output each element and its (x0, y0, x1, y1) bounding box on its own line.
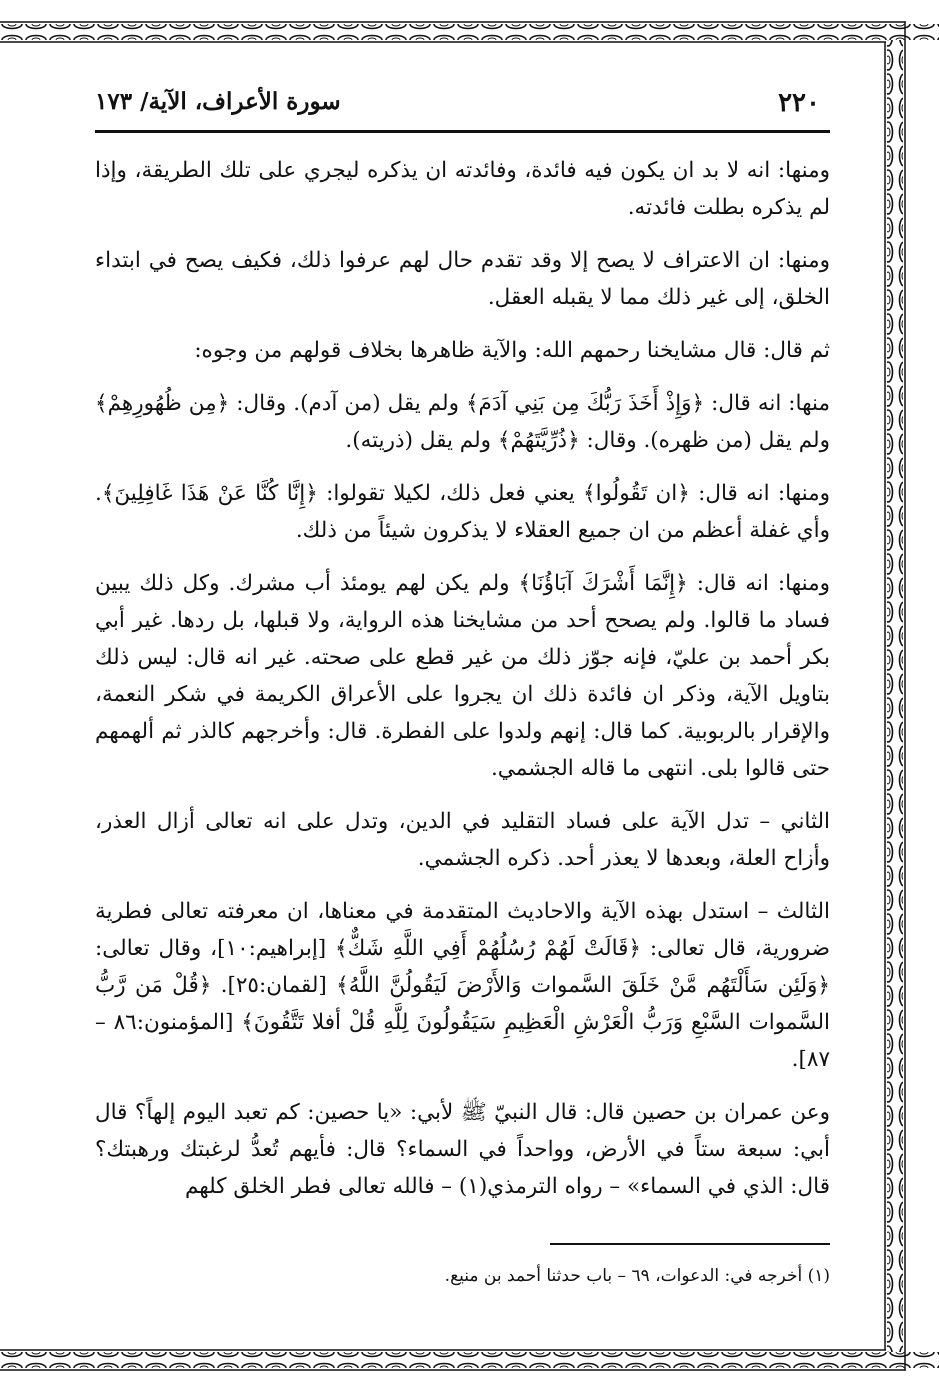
paragraph: ومنها: ان الاعتراف لا يصح إلا وقد تقدم حال لهم عرفوا ذلك، فكيف يصح في ابتداء الخلق، إلى غير ذلك مما لا يقبله العقل. (95, 248, 830, 310)
paragraph: ثم قال: قال مشايخنا رحمهم الله: والآية ظاهرها بخلاف قولهم من وجوه: (194, 338, 830, 363)
paragraph: ومنها: انه قال: ﴿ان تَقُولُوا﴾ يعني فعل ذلك، لكيلا تقولوا: ﴿إِنَّا كُنَّا عَنْ هَذَا غَافِلِينَ﴾. وأي غفلة أعظم من ان جميع العقلاء لا يذكرون شيئاً من ذلك. (95, 481, 830, 543)
paragraph: ومنها: انه لا بد ان يكون فيه فائدة، وفائدته ان يذكره ليجري على تلك الطريقة، وإذا لم يذكره بطلت فائدته. (95, 158, 830, 220)
paragraph: ومنها: انه قال: ﴿إِنَّمَا أَشْرَكَ آبَاؤُنَا﴾ ولم يكن لهم يومئذ أب مشرك. وكل ذلك يبين فساد ما قالوا. ولم يصحح أحد من مشايخنا هذه الرواية، ولا قبلها، بل ردها. غير أبي بكر أحمد بن عليّ، فإنه جوّز ذلك من غير قطع على صحته. غير انه قال: ليس ذلك بتاويل الآية، وذكر ان فائدة ذلك ان يجروا على الأعراق الكريمة في شكر النعمة، والإقرار بالربوبية. كما قال: إنهم ولدوا على الفطرة. قال: وأخرجهم كالذر ثم ألهمهم حتى قالوا بلى. انتهى ما قاله الجشمي. (95, 571, 830, 781)
paragraph: الثالث – استدل بهذه الآية والاحاديث المتقدمة في معناها، ان معرفته تعالى فطرية ضرورية، قال تعالى: ﴿قَالَتْ لَهُمْ رُسُلُهُمْ أَفِي اللَّهِ شَكٌّ﴾ [إبراهيم:١٠]، وقال تعالى: ﴿وَلَئِن سَأَلْتَهُم مَّنْ خَلَقَ السَّموات وَالأَرْضَ لَيَقُولُنَّ اللَّهُ﴾ [لقمان:٢٥]. ﴿قُلْ مَن رَّبُّ السَّموات السَّبْعِ وَرَبُّ الْعَرْشِ الْعَظِيمِ سَيَقُولُونَ لِلَّهِ قُلْ أفلا تَتَّقُونَ﴾ [المؤمنون:٨٦ –٨٧]. (95, 899, 831, 1072)
paragraph: الثاني – تدل الآية على فساد التقليد في الدين، وتدل على انه تعالى أزال العذر، وأزاح العلة، وبعدها لا يعذر أحد. ذكره الجشمي. (95, 809, 830, 871)
body-text (95, 152, 830, 1221)
footnote-divider (550, 1243, 830, 1245)
book-page (95, 80, 830, 1330)
page-header (95, 80, 830, 133)
footnote: (١) أخرجه في: الدعوات، ٦٩ – باب حدثنا أحمد بن منيع. (444, 1266, 830, 1286)
paragraph: منها: انه قال: ﴿وَإِذْ أَخَذَ رَبُّكَ مِن بَنِي آدَمَ﴾ ولم يقل (من آدم). وقال: ﴿مِن ظُهُورِهِمْ﴾ ولم يقل (من ظهره). وقال: ﴿ذُرِّيَّتَهُمْ﴾ ولم يقل (ذريته). (95, 391, 830, 453)
page-number: ٢٢٠ (778, 88, 820, 118)
running-title: سورة الأعراف، الآية/ ١٧٣ (95, 88, 341, 115)
paragraph: وعن عمران بن حصين قال: قال النبيّ ﷺ لأبي: «يا حصين: كم تعبد اليوم إلهاً؟ قال أبي: سبعة ستاً في الأرض، وواحداً في السماء؟ قال: فأيهم تُعدُّ لرغبتك ورهبتك؟ قال: الذي في السماء» – رواه الترمذي(١) – فالله تعالى فطر الخلق كلهم (95, 1100, 830, 1199)
